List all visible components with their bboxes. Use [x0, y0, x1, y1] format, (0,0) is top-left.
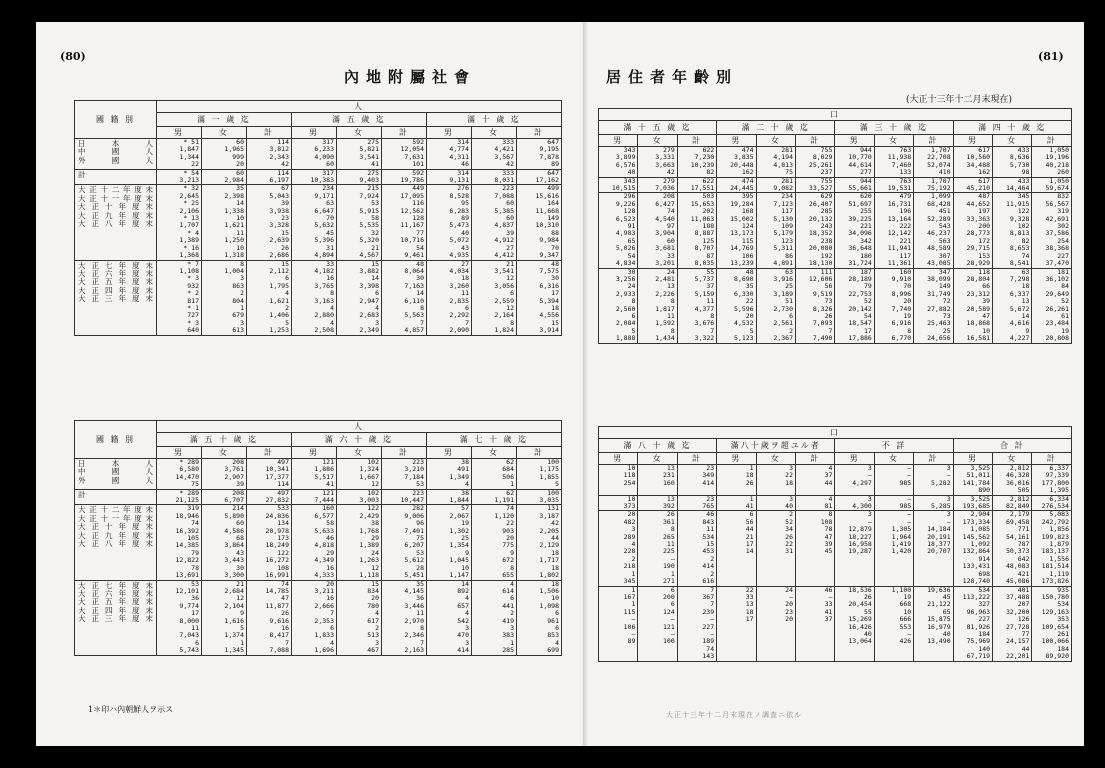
table-cell: — 985	[874, 495, 913, 511]
smudged-note: 大正十三年十二月末現在ノ調査ニ依ル	[666, 711, 802, 719]
table-cell: * 7 1,108 * 3 932 * 2 817 * 1 727 * 3 640	[157, 260, 202, 335]
table-cell: 46 — 33 41 37	[796, 586, 835, 661]
row-label: 計	[75, 169, 157, 185]
table-cell: 1 41	[717, 495, 756, 511]
table-cell: 24 2,481 13 2,226 8 1,817 11 1,592 8 1,434	[638, 268, 677, 343]
row-label: 大正十二年度末 大正十一年度末 大正十年度末 大正九年度末 大正八年度末	[75, 505, 157, 580]
table-cell: 215 7,924 53 5,915 58 5,535 32 5,320 21 4,567	[337, 185, 382, 260]
table-cell: 617 45,210	[953, 177, 992, 193]
table-cell: 395 19,284 168 15,002 124 13,173 115 14,769 106 13,239	[717, 193, 756, 268]
table-cell: 4 37 44	[796, 465, 835, 496]
sex-header: 女	[638, 135, 677, 147]
table-cell: 208 6,707	[202, 489, 247, 505]
table-cell: 74 14,785 47 11,877 26 9,616 16 8,417 7 7,088	[247, 580, 292, 655]
table-cell: 1,707 22,708 52,074 410	[914, 147, 953, 178]
group-header: 人	[157, 421, 562, 433]
sex-header: 計	[914, 453, 953, 465]
table-cell: 474 24,445	[717, 177, 756, 193]
table-cell: 13 231 160	[638, 465, 677, 496]
table-cell: 48 7,575 30 6,316 17 5,394 18 4,556 15 3,914	[517, 260, 562, 335]
table-cell: 2,812 82,849	[993, 495, 1032, 511]
table-cell: 333 4,421 3,567 42	[472, 139, 517, 170]
date-note: (大正十三年十二月末現在)	[906, 95, 1013, 105]
table-cell: 275 5,821 3,541 41	[337, 139, 382, 170]
sex-header: 女	[472, 447, 517, 459]
left-page-title: 內地附屬社會	[344, 68, 477, 86]
row-label: 大正十二年度末 大正十一年度末 大正十年度末 大正九年度末 大正八年度末	[75, 185, 157, 260]
row-label: 大正七年度末 大正六年度末 大正五年度末 大正四年度末 大正三年度末	[75, 260, 157, 335]
group-header: 人	[157, 101, 562, 113]
right-page-number: (81)	[1038, 50, 1064, 63]
sex-header: 男	[427, 127, 472, 139]
table-cell: 319 18,946 74 16,392 105 14,385 79 12,822 78 13,691	[157, 505, 202, 580]
sex-header: 女	[756, 135, 795, 147]
table-cell: 160 9,910 70 8,996 20 7,740 19 6,916 8 6,770	[874, 268, 913, 343]
table-cell: 1,707 75,192	[914, 177, 953, 193]
table-cell: 497 10,341 17,377 114	[247, 459, 292, 490]
sex-header: 女	[993, 453, 1032, 465]
table-cell: 314 9,131	[427, 169, 472, 185]
table-cell: 46 843 11 534 15 453 2 414 2 616	[677, 511, 716, 586]
table-cell: 763 11,938 7,460 133	[874, 147, 913, 178]
table-cell: 314 4,774 4,311 46	[427, 139, 472, 170]
table-cell: 275 9,403	[337, 169, 382, 185]
age-header: 滿 五 十 歲 迄	[157, 433, 292, 447]
table-cell: * 54 3,213	[157, 169, 202, 185]
table-cell: 223 3,210 7,184 53	[382, 459, 427, 490]
table-cell: 2,904 173,334 1,085 145,562 1,092 132,864 914 133,431 698 128,740	[953, 511, 992, 586]
table-cell: 30 3,256 24 2,933 8 2,560 6 2,084 5 1,888	[599, 268, 638, 343]
table-cell: 620 51,697 255 39,225 221 34,096 342 36,648 180 31,724	[835, 193, 874, 268]
table-cell: 343 3,899 6,576 40	[599, 147, 638, 178]
table-cell: 279 7,036	[638, 177, 677, 193]
table-cell: 55 5,737 37 5,159 11 4,377 8 3,676 7 3,322	[677, 268, 716, 343]
table-cell: 647 17,162	[517, 169, 562, 185]
sex-header: 計	[517, 447, 562, 459]
nationality-header: 國 籍 別	[75, 421, 157, 459]
table-cell: 3 40	[756, 495, 795, 511]
right-page	[590, 22, 1084, 746]
right-bottom-table	[598, 426, 1072, 662]
table-cell: 3 22 18	[756, 465, 795, 496]
table-cell: 3 — 5,282	[914, 465, 953, 496]
table-cell: 296 9,226 128 6,523 91 4,983 65 5,026 54 4,834	[599, 193, 638, 268]
table-cell: 2,812 46,328 36,016 505	[993, 465, 1032, 496]
row-label: 大正七年度末 大正六年度末 大正五年度末 大正四年度末 大正三年度末	[75, 580, 157, 655]
table-cell: 629 26,407 285 20,132 243 18,352 238 20,080 192 18,130	[796, 193, 835, 268]
table-cell: 181 36,102 84 29,649 52 26,261 61 23,484 19 20,808	[1032, 268, 1072, 343]
sex-header: 女	[756, 453, 795, 465]
age-header: 滿 四 十 歲 迄	[953, 121, 1071, 135]
sex-header: 計	[247, 127, 292, 139]
table-cell: 100 3,035	[517, 489, 562, 505]
table-cell: 755 8,029 25,261 237	[796, 147, 835, 178]
table-cell: 38 491 1,349 4	[427, 459, 472, 490]
table-cell: 13 392	[638, 495, 677, 511]
table-cell: 102 3,003	[337, 489, 382, 505]
table-cell: 33 4,182 16 3,765 8 3,163 4 2,880 4 2,508	[292, 260, 337, 335]
table-cell: 3 4,300	[835, 495, 874, 511]
table-cell: 122 2,429 38 1,768 29 1,389 24 1,263 12 1,118	[337, 505, 382, 580]
table-cell: 27 4,034 18 3,260 11 2,835 6 2,292 7 2,090	[427, 260, 472, 335]
table-cell: 433 14,464	[993, 177, 1032, 193]
table-cell: 35 2,398 14 1,338 10 1,621 11 1,250 10 1,318	[202, 185, 247, 260]
table-cell: 48 8,690 35 6,330 22 5,596 20 4,532 5 5,123	[717, 268, 756, 343]
table-cell: 7 367 7 239 — 227 — 189 74 143	[677, 586, 716, 661]
table-cell: — — 985	[874, 465, 913, 496]
table-cell: 4 614 6 441 2 419 3 383 1 285	[472, 580, 517, 655]
row-label: 日 本 人 中 國 人 外 國 人	[75, 459, 157, 490]
sex-header: 男	[427, 447, 472, 459]
table-cell: 3,525 51,011 141,784 890	[953, 465, 992, 496]
table-cell: 10 118 254	[599, 465, 638, 496]
sex-header: 女	[202, 127, 247, 139]
table-cell: 3 — 4,297	[835, 465, 874, 496]
age-header: 不 詳	[835, 439, 953, 453]
table-cell: 281 4,194 4,813 75	[756, 147, 795, 178]
table-cell: 10 373	[599, 495, 638, 511]
table-cell: 20 482 3 289 4 228 2 218 1 345	[599, 511, 638, 586]
sex-header: 計	[1032, 135, 1072, 147]
age-header: 滿 六 十 歲 迄	[292, 433, 427, 447]
sex-header: 計	[247, 447, 292, 459]
table-cell: 347 38,099 149 31,749 72 27,882 73 25,463 25 24,656	[914, 268, 953, 343]
table-cell: 832 56,567 319 42,691 302 37,586 254 38,368 227 37,470	[1032, 193, 1072, 268]
table-cell: 18,536 26 20,454 55 15,269 16,426 40 13,064	[835, 586, 874, 661]
table-cell: 592 12,054 7,631 101	[382, 139, 427, 170]
table-cell: * 51 1,847 1,344 22	[157, 139, 202, 170]
age-header: 滿八十歲ヲ超ユル者	[717, 439, 835, 453]
table-cell: 333 8,031	[472, 169, 517, 185]
group-header: 口	[599, 109, 1072, 121]
table-cell: 35 4,145 36 3,446 11 2,970 8 2,346 7 2,163	[382, 580, 427, 655]
table-cell: 60 2,984	[202, 169, 247, 185]
table-cell: 3 5,285	[914, 495, 953, 511]
table-cell: 74 1,120 22 903 20 775 9 672 8 655	[472, 505, 517, 580]
table-cell: * 289 6,580 14,470 75	[157, 459, 202, 490]
table-cell: 1 18 26	[717, 465, 756, 496]
table-cell: 60 1,965 999 20	[202, 139, 247, 170]
table-cell: 647 9,195 7,878 89	[517, 139, 562, 170]
age-header: 滿 十 歲 迄	[427, 113, 562, 127]
table-cell: 48 8,064 30 7,163 14 6,110 8 5,563 7 4,857	[382, 260, 427, 335]
right-top-table	[598, 108, 1072, 344]
table-cell: 4 81	[796, 495, 835, 511]
table-cell: 317 6,233 4,090 60	[292, 139, 337, 170]
table-cell: * 32 2,645 * 25 2,106 * 13 1,707 * 4 1,389 * 16 1,368	[157, 185, 202, 260]
table-cell: 5,083 242,792 1,856 199,823 1,879 183,137 1,556 181,514 1,119 173,826	[1032, 511, 1072, 586]
table-cell: 763 19,531	[874, 177, 913, 193]
table-cell: 1,099 68,428 451 52,289 543 46,237 563 48,589 307 43,085	[914, 193, 953, 268]
table-cell: 503 15,653 202 11,063 188 8,887 125 8,707 87 8,035	[677, 193, 716, 268]
sex-header: 計	[796, 453, 835, 465]
table-cell: 160 6,577 58 5,633 46 4,818 29 4,349 16 4,333	[292, 505, 337, 580]
table-cell: 63 3,916 25 3,189 51 2,730 6 2,561 2 2,367	[756, 268, 795, 343]
table-cell: — — 1,305 1,964 1,419 1,420	[874, 511, 913, 586]
table-cell: 1 167 1 115 — 106 — 89	[599, 586, 638, 661]
table-cell: 214 5,890 60 4,586 68 3,864 43 3,443 30 3,300	[202, 505, 247, 580]
sex-header: 男	[292, 127, 337, 139]
sex-header: 男	[717, 135, 756, 147]
table-cell: 62 684 506 1	[472, 459, 517, 490]
table-cell: 223 7,088 60 5,385 60 4,837 39 4,912 27 4,412	[472, 185, 517, 260]
table-cell: 622 17,551	[677, 177, 716, 193]
table-cell: 131 3,187 42 2,205 44 2,129 18 1,717 18 1,802	[517, 505, 562, 580]
table-cell: 21 3,541 12 3,056 6 2,559 12 2,164 8 1,824	[472, 260, 517, 335]
sex-header: 計	[517, 127, 562, 139]
table-cell: 2,179 69,458 771 54,161 787 50,373 642 48,083 421 45,086	[993, 511, 1032, 586]
table-cell: 1,050 59,674	[1032, 177, 1072, 193]
sex-header: 計	[1032, 453, 1072, 465]
table-cell: 15 3,882 14 3,398 6 2,947 4 2,683 3 2,349	[337, 260, 382, 335]
table-cell: 592 19,786	[382, 169, 427, 185]
table-cell: 6 200 6 124 — 121 — 100	[638, 586, 677, 661]
table-cell: 20 3,211 16 2,666 7 2,353 6 1,833 4 1,696	[292, 580, 337, 655]
table-cell: 24 — 20 23 20	[756, 586, 795, 661]
table-cell: 2 52 34 26 22 31	[756, 511, 795, 586]
table-cell: 276 8,528 95 6,283 89 5,473 40 5,072 43 4,935	[427, 185, 472, 260]
table-cell: 281 9,082	[756, 177, 795, 193]
table-cell: 187 28,189 79 22,753 52 20,142 54 18,547 17 17,886	[835, 268, 874, 343]
table-cell: 67 5,043 39 3,938 23 3,328 15 2,639 26 2,686	[247, 185, 292, 260]
table-cell: 6,337 97,339 177,800 1,395	[1032, 465, 1072, 496]
group-header: 口	[599, 427, 1072, 439]
sex-header: 女	[874, 453, 913, 465]
sex-header: 男	[835, 135, 874, 147]
sex-header: 女	[874, 135, 913, 147]
sex-header: 男	[717, 453, 756, 465]
table-cell: 401 37,488 207 32,200 126 27,728 77 24,157 44 22,201	[993, 586, 1032, 661]
footnote: 1＊印ハ內朝鮮人ヲ示ス	[88, 705, 174, 714]
table-cell: 22 33 13 18 17	[717, 586, 756, 661]
age-header: 滿 七 十 歲 迄	[427, 433, 562, 447]
table-cell: 234 7,123 117 5,130 109 5,179 123 5,311 86 4,891	[756, 193, 795, 268]
sex-header: 計	[677, 453, 716, 465]
sex-header: 女	[337, 127, 382, 139]
table-cell: 121 7,444	[292, 489, 337, 505]
table-cell: 208 6,427 74 4,540 97 3,904 60 3,681 33 3,201	[638, 193, 677, 268]
table-cell: 944 10,770 44,614 277	[835, 147, 874, 178]
table-cell: 63 7,298 18 6,337 13 5,672 14 4,616 9 4,227	[993, 268, 1032, 343]
table-cell: 21 2,684 12 2,104 9 1,616 5 1,374 1 1,345	[202, 580, 247, 655]
table-cell: 114 3,812 2,343 42	[247, 139, 292, 170]
table-cell: 3,525 193,685	[953, 495, 992, 511]
right-page-title: 居住者年齡別	[606, 68, 739, 86]
sex-header: 女	[638, 453, 677, 465]
table-cell: 755 33,527	[796, 177, 835, 193]
sex-header: 計	[796, 135, 835, 147]
table-cell: 433 8,636 5,730 98	[993, 147, 1032, 178]
sex-header: 男	[292, 447, 337, 459]
table-cell: 622 7,230 10,239 82	[677, 147, 716, 178]
table-cell: 223 10,447	[382, 489, 427, 505]
row-label: 日 本 人 中 國 人 外 國 人	[75, 139, 157, 170]
table-cell: 15 834 20 780 4 617 2 513 3 467	[337, 580, 382, 655]
sex-header: 男	[599, 135, 638, 147]
sex-header: 計	[677, 135, 716, 147]
table-cell: 23 349 414	[677, 465, 716, 496]
table-cell: 8 1,004 3 863 2 804 1 679 3 613	[202, 260, 247, 335]
table-cell: 499 15,616 164 11,668 149 10,310 88 9,984 70 9,347	[517, 185, 562, 260]
table-cell: 118 28,804 66 23,312 39 20,589 47 18,868 10 16,581	[953, 268, 992, 343]
left-page-number: (80)	[60, 50, 86, 63]
table-cell: 533 24,836 134 20,978 173 18,249 122 16,272 108 16,991	[247, 505, 292, 580]
sex-header: 男	[835, 453, 874, 465]
table-cell: 279 3,331 3,663 42	[638, 147, 677, 178]
table-cell: 38 1,844	[427, 489, 472, 505]
table-cell: 18 1,506 10 1,098 6 961 6 853 4 699	[517, 580, 562, 655]
sex-header: 女	[337, 447, 382, 459]
table-cell: 487 44,652 197 33,363 200 28,773 172 29,715 153 28,929	[953, 193, 992, 268]
sex-header: 女	[472, 127, 517, 139]
table-cell: 479 16,731 196 13,164 222 12,142 221 11,941 117 11,361	[874, 193, 913, 268]
age-header: 滿 八 十 歲 迄	[599, 439, 717, 453]
table-cell: 14 892 4 657 4 542 3 470 3 414	[427, 580, 472, 655]
table-cell: 62 1,191	[472, 489, 517, 505]
table-cell: 100 1,175 1,855 5	[517, 459, 562, 490]
sex-header: 計	[382, 447, 427, 459]
table-cell: 102 1,324 1,667 12	[337, 459, 382, 490]
table-cell: 23 765	[677, 495, 716, 511]
table-cell: 121 1,886 5,517 41	[292, 459, 337, 490]
table-cell: 3 — 12,879 18,227 16,958 19,287	[835, 511, 874, 586]
table-cell: 15 2,112 6 1,795 4 1,621 2 1,406 5 1,253	[247, 260, 292, 335]
sex-header: 男	[157, 127, 202, 139]
left-top-table	[74, 100, 562, 336]
sex-header: 女	[993, 135, 1032, 147]
table-cell: 944 55,661	[835, 177, 874, 193]
row-label: 計	[75, 489, 157, 505]
sex-header: 男	[599, 453, 638, 465]
table-cell: 6,334 276,534	[1032, 495, 1072, 511]
sex-header: 計	[914, 135, 953, 147]
table-cell: 6 56 44 21 17 14	[717, 511, 756, 586]
table-cell: 1,100 19 668 10 666 553 — 426	[874, 586, 913, 661]
table-cell: * 289 21,125	[157, 489, 202, 505]
sex-header: 計	[382, 127, 427, 139]
nationality-header: 國 籍 別	[75, 101, 157, 139]
table-cell: 114 6,197	[247, 169, 292, 185]
age-header: 滿 五 歲 迄	[292, 113, 427, 127]
table-cell: 19,636 45 21,122 65 15,875 16,979 40 13,490	[914, 586, 953, 661]
table-cell: 208 3,761 2,907 39	[202, 459, 247, 490]
age-header: 滿 十 五 歲 迄	[599, 121, 717, 135]
table-cell: 497 27,832	[247, 489, 292, 505]
age-header: 合 計	[953, 439, 1071, 453]
left-page	[36, 22, 590, 746]
table-cell: 57 2,067 19 1,302 25 1,354 9 1,045 10 1,147	[427, 505, 472, 580]
sex-header: 女	[202, 447, 247, 459]
table-cell: 3 — 14,184 20,191 18,377 20,707	[914, 511, 953, 586]
table-cell: 534 113,222 327 96,963 227 81,926 184 75,969 140 67,719	[953, 586, 992, 661]
table-cell: 53 12,101 36 9,774 17 8,000 11 7,043 6 5,743	[157, 580, 202, 655]
sex-header: 男	[157, 447, 202, 459]
table-cell: 1,050 19,196 40,218 260	[1032, 147, 1072, 178]
table-cell: 343 10,515	[599, 177, 638, 193]
sex-header: 男	[953, 453, 992, 465]
table-cell: 111 12,606 56 9,519 73 8,326 26 7,093 7 7,490	[796, 268, 835, 343]
sex-header: 男	[953, 135, 992, 147]
table-cell: 617 10,560 34,488 162	[953, 147, 992, 178]
age-header: 滿 三 十 歲 迄	[835, 121, 953, 135]
table-cell: 935 150,780 534 129,163 353 109,654 261 100,066 184 89,920	[1032, 586, 1072, 661]
table-cell: 234 9,171 63 6,647 70 5,632 45 5,396 31 4,894	[292, 185, 337, 260]
table-cell: 474 3,835 20,448 162	[717, 147, 756, 178]
table-cell: 345 11,915 122 9,328 102 8,813 82 8,653 74 8,541	[993, 193, 1032, 268]
age-header: 滿 一 歲 迄	[157, 113, 292, 127]
table-cell: 282 9,006 96 7,401 75 6,207 53 5,612 28 5,451	[382, 505, 427, 580]
table-cell: 449 17,095 116 12,562 128 11,167 77 10,716 54 9,461	[382, 185, 427, 260]
age-header: 滿 二 十 歲 迄	[717, 121, 835, 135]
left-bottom-table	[74, 420, 562, 656]
table-cell: 317 10,383	[292, 169, 337, 185]
table-cell: 8 108 78 47 39 45	[796, 511, 835, 586]
table-cell: 26 361 8 265 11 225 — 190 1 271	[638, 511, 677, 586]
